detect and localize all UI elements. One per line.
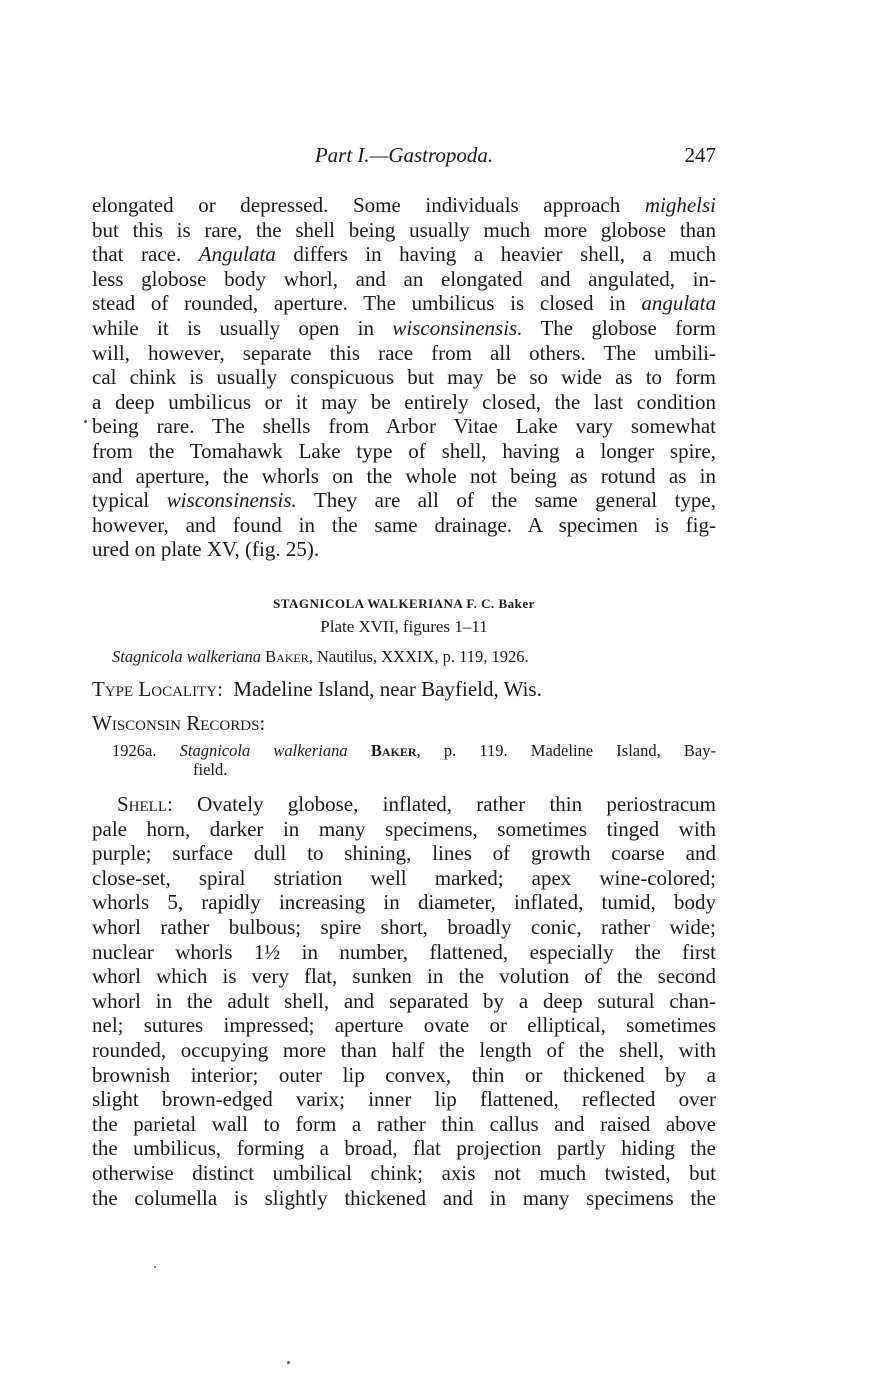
text-line: however, and found in the same drainage. A specimen is fig-	[92, 512, 716, 537]
text-line: stead of rounded, aperture. The umbilicus is closed in angulata	[92, 291, 716, 316]
text-line: from the Tomahawk Lake type of shell, having a longer spire,	[92, 439, 716, 463]
original-citation: Stagnicola walkeriana Baker, Nautilus, XXXIX, p. 119, 1926.	[112, 647, 529, 666]
text-line: nuclear whorls 1½ in number, flattened, especially the first	[92, 939, 716, 964]
text-line: the parietal wall to form a rather thin callus and raised above	[92, 1111, 716, 1136]
text-line: otherwise distinct umbilical chink; axis not much twisted, but	[92, 1161, 716, 1185]
text-line: while it is usually open in wisconsinensis. The globose form	[92, 316, 716, 340]
text-line: the columella is slightly thickened and in many specimens the	[92, 1185, 716, 1210]
running-head	[92, 143, 716, 171]
running-title: Part I.—Gastropoda.	[314, 143, 494, 167]
species-heading: STAGNICOLA WALKERIANA F. C. Baker	[273, 596, 535, 611]
record-entry: 1926a. Stagnicola walkeriana Baker, p. 119. Madeline Island, Bay-	[112, 741, 716, 760]
record-entry-continued: field.	[193, 760, 228, 779]
type-locality-value: Madeline Island, near Bayfield, Wis.	[233, 677, 542, 701]
text-line: nel; sutures impressed; aperture ovate or elliptical, sometimes	[92, 1013, 716, 1038]
text-line: cal chink is usually conspicuous but may be so wide as to form	[92, 365, 716, 390]
text-line: will, however, separate this race from all others. The umbili-	[92, 340, 716, 365]
print-speck	[154, 1266, 156, 1268]
plate-reference: Plate XVII, figures 1–11	[320, 617, 488, 636]
type-locality	[92, 677, 716, 702]
text-line: the umbilicus, forming a broad, flat projection partly hiding the	[92, 1136, 716, 1161]
text-line: ured on plate XV, (fig. 25).	[92, 537, 320, 562]
text-line: and aperture, the whorls on the whole not being as rotund as in	[92, 463, 716, 488]
text-line: typical wisconsinensis. They are all of the same general type,	[92, 488, 716, 513]
text-line: close-set, spiral striation well marked; apex wine-colored;	[92, 865, 716, 890]
print-speck	[84, 420, 87, 423]
text-line: but this is rare, the shell being usually much more globose than	[92, 217, 716, 242]
text-line: that race. Angulata differs in having a heavier shell, a much	[92, 242, 716, 267]
page-number: 247	[684, 143, 716, 167]
shell-label: Shell:	[117, 792, 173, 816]
print-speck	[287, 1361, 290, 1364]
text-line: purple; surface dull to shining, lines of growth coarse and	[92, 841, 716, 866]
text-line: being rare. The shells from Arbor Vitae Lake vary somewhat	[92, 414, 716, 439]
text-line: brownish interior; outer lip convex, thin or thickened by a	[92, 1062, 716, 1087]
text-line: whorl which is very flat, sunken in the volution of the second	[92, 964, 716, 989]
text-line: whorls 5, rapidly increasing in diameter, inflated, tumid, body	[92, 890, 716, 915]
text-line: less globose body whorl, and an elongated and angulated, in-	[92, 266, 716, 291]
text-line: slight brown-edged varix; inner lip flattened, reflected over	[92, 1087, 716, 1112]
text-line: Shell: Ovately globose, inflated, rather thin periostracum	[117, 792, 716, 816]
text-line: a deep umbilicus or it may be entirely closed, the last condition	[92, 389, 716, 414]
text-line: pale horn, darker in many specimens, sometimes tinged with	[92, 816, 716, 841]
text-line: whorl rather bulbous; spire short, broadly conic, rather wide;	[92, 915, 716, 939]
text-line: whorl in the adult shell, and separated by a deep sutural chan-	[92, 988, 716, 1013]
records-label: Wisconsin Records:	[92, 711, 266, 735]
text-line: rounded, occupying more than half the length of the shell, with	[92, 1038, 716, 1062]
type-locality-label: Type Locality:	[92, 677, 223, 701]
text-line: elongated or depressed. Some individuals approach mighelsi	[92, 193, 716, 217]
